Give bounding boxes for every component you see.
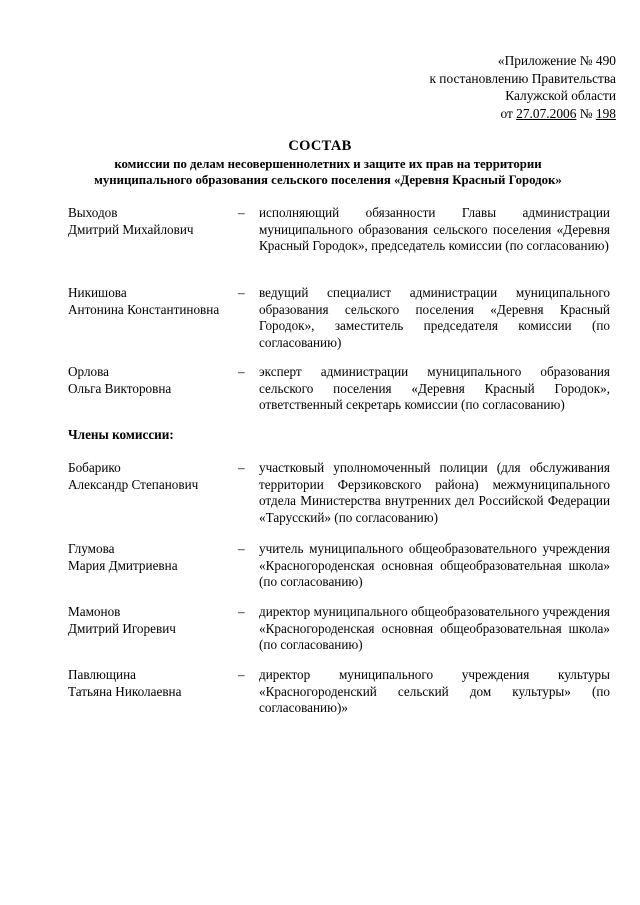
person-given-name: Татьяна Николаевна: [68, 683, 182, 699]
person-given-name: Мария Дмитриевна: [68, 557, 178, 573]
dash: –: [238, 460, 245, 475]
person-name: [68, 667, 181, 700]
person-role: исполняющий обязанности Главы администрации муниципального образования сельского поселения «Деревня Красный Городок», председатель комиссии (по согласованию): [259, 205, 610, 254]
members-heading: Члены комиссии:: [68, 427, 174, 442]
document-subtitle: комиссии по делам несовершеннолетних и защите их прав на территории муниципального образования сельского поселения «Деревня Красный Городок»: [94, 157, 562, 187]
appendix-line-3: Калужской области: [505, 88, 616, 104]
dash: –: [238, 205, 245, 220]
appendix-number-sign: №: [576, 105, 596, 121]
person-role: директор муниципального общеобразовательного учреждения «Красногороденская основная общеобразовательная школа» (по согласованию): [259, 604, 610, 653]
person-role: ведущий специалист администрации муниципального образования сельского поселения «Деревня Красный Городок», заместитель председателя комиссии (по согласованию): [259, 285, 610, 350]
person-given-name: Ольга Викторовна: [68, 380, 172, 396]
person-name: [68, 285, 219, 318]
person-given-name: Дмитрий Михайлович: [68, 221, 194, 237]
person-given-name: Антонина Константиновна: [68, 301, 220, 317]
person-name: [68, 364, 171, 397]
person-name: [68, 604, 176, 637]
dash: –: [238, 285, 245, 300]
person-surname: Павлющина: [68, 667, 136, 682]
person-surname: Мамонов: [68, 604, 121, 619]
person-surname: Выходов: [68, 205, 118, 220]
person-role: учитель муниципального общеобразовательного учреждения «Красногороденская основная общеобразовательная школа» (по согласованию): [259, 541, 610, 590]
dash: –: [238, 667, 245, 682]
person-name: [68, 460, 198, 493]
person-surname: Бобарико: [68, 460, 121, 475]
person-surname: Никишова: [68, 285, 127, 300]
person-name: [68, 205, 194, 238]
appendix-date-prefix: от: [500, 105, 517, 121]
dash: –: [238, 364, 245, 379]
person-given-name: Александр Степанович: [68, 476, 199, 492]
dash: –: [238, 541, 245, 556]
appendix-number: 198: [595, 105, 616, 121]
appendix-line-2: к постановлению Правительства: [429, 70, 616, 86]
person-name: [68, 541, 178, 574]
appendix-header: [429, 52, 616, 122]
person-role: директор муниципального учреждения культуры «Красногороденский сельский дом культуры» (по согласованию)»: [259, 667, 610, 716]
appendix-date: 27.07.2006: [516, 105, 577, 121]
person-surname: Орлова: [68, 364, 110, 379]
appendix-line-1: «Приложение № 490: [497, 53, 616, 68]
person-role: участковый уполномоченный полиции (для обслуживания территории Ферзиковского района) межмуниципального отдела Министерства внутренних дел Российской Федерации «Тарусский» (по согласованию): [259, 460, 610, 525]
person-surname: Глумова: [68, 541, 115, 556]
appendix-line-4: [429, 105, 616, 123]
dash: –: [238, 604, 245, 619]
document-title: СОСТАВ: [288, 138, 352, 154]
person-role: эксперт администрации муниципального образования сельского поселения «Деревня Красный Городок», ответственный секретарь комиссии (по согласованию): [259, 364, 610, 413]
person-given-name: Дмитрий Игоревич: [68, 620, 176, 636]
